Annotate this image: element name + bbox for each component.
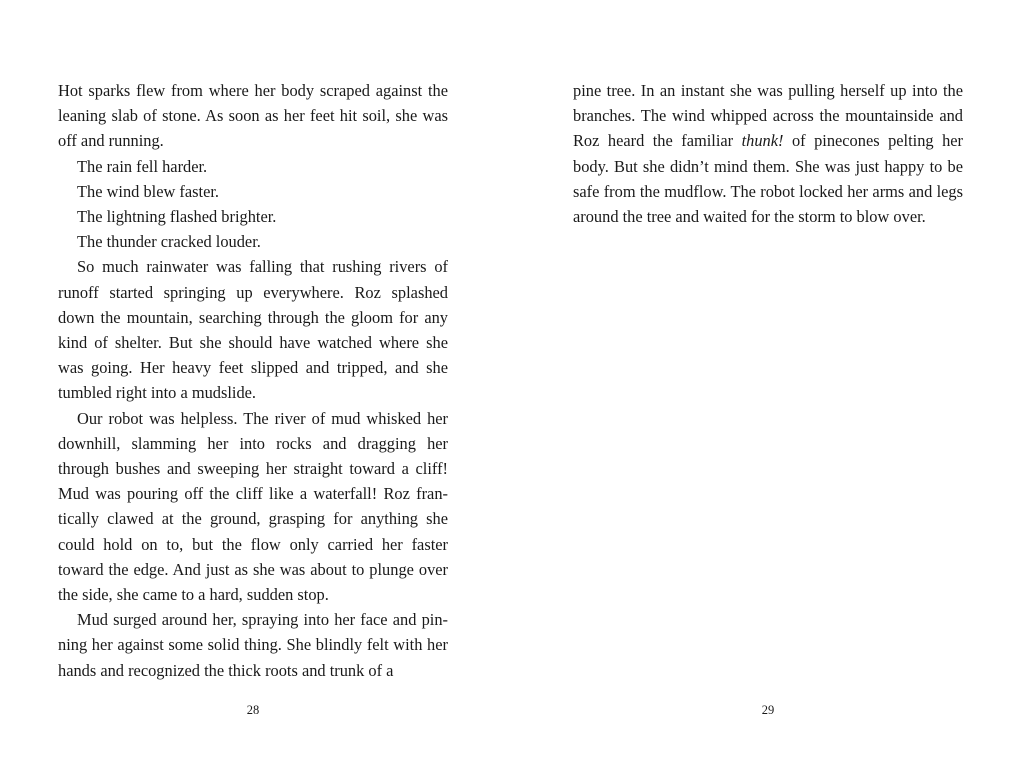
paragraph: The rain fell harder. (77, 156, 208, 176)
italic-word: thunk! (741, 131, 784, 151)
paragraph: The thunder cracked louder. (77, 232, 261, 252)
paragraph: The wind blew faster. (77, 181, 220, 201)
paragraph: Mud surged around her, spraying into her face and pinning her against some solid thing. She blindly felt with her hands and recognized the thick roots and trunk of a (58, 610, 448, 680)
left-page-text (58, 78, 448, 683)
paragraph: The lightning flashed brighter. (77, 207, 277, 227)
page-number-right: 29 (761, 703, 775, 717)
left-page (58, 78, 448, 738)
paragraph-text: pine tree. In an instant she was pulling herself up into the branches. The wind whipped across the mountainside and Roz heard the familiar (573, 81, 963, 151)
paragraph: Hot sparks flew from where her body scraped against the leaning slab of stone. As soon as her feet hit soil, she was off and running. (58, 81, 448, 151)
right-page (573, 78, 963, 738)
paragraph: Our robot was helpless. The river of mud whisked her downhill, slamming her into rocks and dragging her through bushes and sweeping her straight toward a cliff! Mud was pouring off the cliff like a waterfall! Roz frantically clawed at the ground, grasping for anything she could hold on to, but the flow only carried her faster toward the edge. And just as she was about to plunge over the side, she came to a hard, sudden stop. (58, 408, 448, 605)
page-number-left: 28 (246, 703, 260, 717)
right-page-text (573, 78, 963, 229)
paragraph-text: of pinecones pelting her body. But she didn’t mind them. She was just happy to be safe from the mudflow. The robot locked her arms and legs around the tree and waited for the storm to blow over. (573, 131, 963, 227)
paragraph (573, 78, 963, 229)
paragraph: So much rainwater was falling that rushing rivers of runoff started springing up everywhere. Roz splashed down the mountain, searching through the gloom for any kind of shelter. But she should have watched where she was going. Her heavy feet slipped and tripped, and she tumbled right into a mudslide. (58, 257, 448, 403)
